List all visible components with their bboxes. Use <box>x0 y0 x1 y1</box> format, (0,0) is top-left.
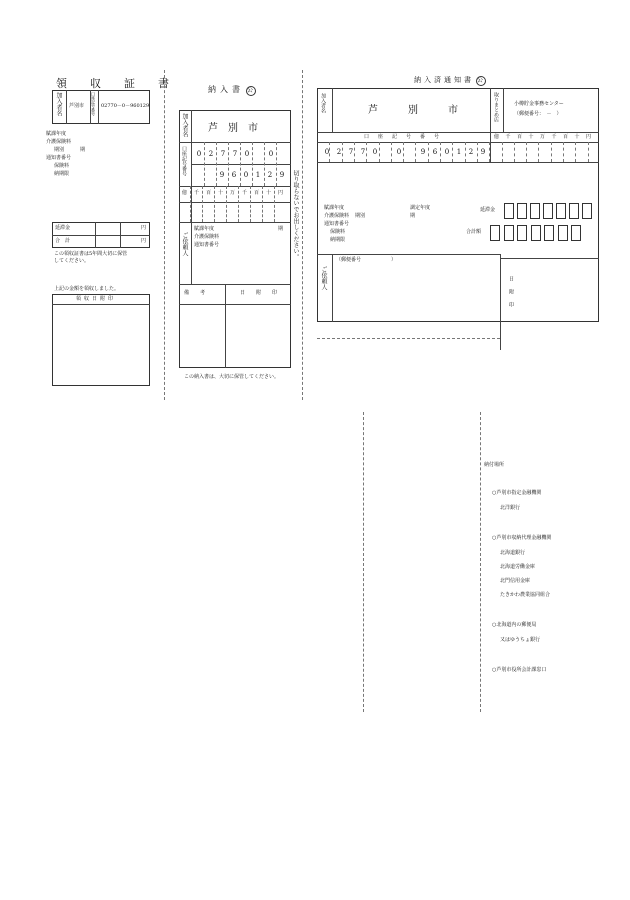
total-label: 合 計 <box>55 238 71 244</box>
amount-box <box>530 203 540 219</box>
notice-payer-value: 芦 別 市 <box>368 105 458 116</box>
amount-unit: 億 <box>494 134 500 140</box>
receipt-item: 通知書番号 <box>46 155 72 161</box>
amount-box <box>556 203 566 219</box>
digit-divider <box>526 142 527 162</box>
digit-divider <box>563 142 564 162</box>
digit-divider <box>514 142 515 162</box>
amount-box <box>517 225 527 241</box>
account-digit: 7 <box>220 150 226 158</box>
amount-box <box>571 225 581 241</box>
digit-divider <box>489 142 490 162</box>
digit-divider <box>190 186 191 222</box>
account-digit: 0 <box>268 150 274 158</box>
amount-unit: 十 <box>574 134 580 140</box>
notice-item: 通知書番号 <box>324 221 350 227</box>
digit-divider <box>452 142 453 162</box>
amount-unit: 千 <box>242 190 248 196</box>
account-digit: 0 <box>372 148 378 156</box>
receipt-item: 介護保険料 <box>46 139 72 145</box>
late-fee-label: 延滞金 <box>55 225 71 231</box>
notice-item: 期 <box>410 213 416 219</box>
place-group-title: ○北海道内の郵便局 <box>492 622 537 628</box>
digit-divider <box>240 142 241 186</box>
account-digit: 6 <box>231 171 237 179</box>
digit-divider <box>551 142 552 162</box>
digit-divider <box>342 142 343 162</box>
amount-unit: 百 <box>517 134 523 140</box>
account-digit: 7 <box>360 148 366 156</box>
place-item: 又はゆうちょ銀行 <box>500 637 541 643</box>
receipt-account-label: 口座記号番号 <box>91 92 96 116</box>
notice-item: 介護保険料 <box>324 213 350 219</box>
receipt-item: 保険料 <box>54 163 70 169</box>
digit-divider <box>329 142 330 162</box>
seal-icon: 公 <box>477 77 487 84</box>
amount-unit: 百 <box>563 134 569 140</box>
digit-divider <box>366 142 367 162</box>
yen-label: 円 <box>141 225 147 231</box>
slip-keep-note: この納入書は、大切に保管してください。 <box>184 374 280 380</box>
digit-divider <box>276 142 277 186</box>
cut-line <box>164 70 165 400</box>
digit-divider <box>250 186 251 222</box>
digit-divider <box>415 142 416 162</box>
digit-divider <box>538 142 539 162</box>
collector-name: 小樽貯金事務センター <box>514 101 564 107</box>
slip-item: 介護保険料 <box>194 234 220 240</box>
amount-label: 億 <box>182 190 188 196</box>
amount-box <box>569 203 579 219</box>
place-item: 北海道銀行 <box>500 550 526 556</box>
amount-unit: 千 <box>194 190 200 196</box>
place-item: 北海道労働金庫 <box>500 564 536 570</box>
notice-item: 調定年度 <box>410 205 431 211</box>
digit-divider <box>354 142 355 162</box>
slip-payer-value: 芦 別 市 <box>208 123 258 134</box>
amount-box <box>558 225 568 241</box>
amount-box <box>504 225 514 241</box>
stamp-label: 領収日附印 <box>76 296 117 302</box>
digit-divider <box>477 142 478 162</box>
slip-item: 通知書番号 <box>194 242 220 248</box>
account-digit: 0 <box>244 150 250 158</box>
amount-box <box>582 203 592 219</box>
amount-box <box>531 225 541 241</box>
place-item: 北洋銀行 <box>500 505 521 511</box>
amount-box <box>544 225 554 241</box>
account-digit: 9 <box>480 148 486 156</box>
receipt-payer-label: 加入者名 <box>55 92 62 116</box>
slip-requester-label: ご依頼人 <box>181 232 188 256</box>
digit-divider <box>274 186 275 222</box>
notice-payer-label: 加入者名 <box>320 93 326 113</box>
digit-divider <box>588 142 589 162</box>
account-digit: 9 <box>279 171 285 179</box>
received-note: 上記の金額を領収しました。 <box>54 286 120 292</box>
amount-box <box>490 225 500 241</box>
digit-divider <box>264 142 265 186</box>
postal-field: （郵便番号 ） <box>336 257 397 263</box>
receipt-stamp-box <box>52 294 150 386</box>
receipt-title: 領 収 証 書 <box>56 77 175 90</box>
cut-line <box>363 412 364 712</box>
account-digit: 0 <box>196 150 202 158</box>
notice-item: 納期限 <box>330 237 346 243</box>
digit-divider <box>575 142 576 162</box>
receipt-account-value: 02770－0－960129 <box>101 103 150 109</box>
amount-box <box>543 203 553 219</box>
account-header: 口 座 記 号 番 号 <box>364 134 442 140</box>
account-digit: 1 <box>255 171 261 179</box>
account-digit: 0 <box>243 171 249 179</box>
slip-account-label: 口座記号番号 <box>181 146 187 176</box>
amount-unit: 万 <box>540 134 546 140</box>
amount-unit: 百 <box>206 190 212 196</box>
yen-label: 円 <box>141 238 147 244</box>
account-digit: 7 <box>348 148 354 156</box>
notice-late-fee-label: 延滞金 <box>480 207 496 213</box>
amount-unit: 円 <box>586 134 592 140</box>
place-item: 北門信用金庫 <box>500 578 531 584</box>
digit-divider <box>252 142 253 186</box>
account-digit: 2 <box>336 148 342 156</box>
notice-item: 賦課年度 <box>324 205 345 211</box>
amount-box <box>517 203 527 219</box>
digit-divider <box>216 142 217 186</box>
slip-title <box>208 86 256 96</box>
digit-divider <box>465 142 466 162</box>
place-group-title: ○芦別市指定金融機関 <box>492 490 542 496</box>
cut-note: 切り取らないでお出しください。 <box>292 170 299 260</box>
remarks-label: 備 考 <box>184 290 209 296</box>
cut-line <box>480 412 481 712</box>
notice-item: 期別 <box>355 213 366 219</box>
place-group-title: ○芦別市収納代理金融機関 <box>492 535 552 541</box>
notice-date-stamp-label: 日附印 <box>508 276 514 315</box>
receipt-item: 賦課年度 <box>46 131 67 137</box>
account-digit: 2 <box>267 171 273 179</box>
account-digit: 9 <box>219 171 225 179</box>
place-group-title: ○芦別市役所会計課窓口 <box>492 667 547 673</box>
digit-divider <box>391 142 392 162</box>
notice-title: 納入済通知書 <box>414 76 474 84</box>
digit-divider <box>379 142 380 162</box>
slip-title-text: 納入書 <box>208 85 244 94</box>
place-item: たきかわ農業協同組合 <box>500 592 551 598</box>
cut-line <box>302 70 303 400</box>
amount-unit: 千 <box>505 134 511 140</box>
account-digit: 2 <box>208 150 214 158</box>
digit-divider <box>428 142 429 162</box>
seal-icon: 公 <box>247 87 258 94</box>
digit-divider <box>226 186 227 222</box>
receipt-item: 期 <box>80 147 86 153</box>
amount-unit: 万 <box>230 190 236 196</box>
cut-line <box>317 338 500 339</box>
digit-divider <box>204 142 205 186</box>
receipt-payer-value: 芦別市 <box>69 103 85 109</box>
date-stamp-label: 日 附 印 <box>240 290 281 296</box>
digit-divider <box>202 186 203 222</box>
digit-divider <box>238 186 239 222</box>
account-digit: 0 <box>444 148 450 156</box>
amount-unit: 円 <box>278 190 284 196</box>
digit-divider <box>214 186 215 222</box>
amount-unit: 百 <box>254 190 260 196</box>
amount-unit: 十 <box>528 134 534 140</box>
amount-unit: 十 <box>266 190 272 196</box>
notice-title-wrap <box>414 76 486 86</box>
notice-item: 保険料 <box>330 229 346 235</box>
account-digit: 0 <box>396 148 402 156</box>
account-digit: 9 <box>420 148 426 156</box>
receipt-item: 期別 <box>54 147 65 153</box>
notice-requester-label: ご依頼人 <box>320 266 327 290</box>
digit-divider <box>262 186 263 222</box>
amount-unit: 十 <box>218 190 224 196</box>
slip-item: 期 <box>278 226 284 232</box>
account-digit: 2 <box>468 148 474 156</box>
keep-note: この領収証書は5年間大切に保管 <box>54 251 128 257</box>
digit-divider <box>502 142 503 162</box>
slip-item: 賦課年度 <box>194 226 215 232</box>
digit-divider <box>403 142 404 162</box>
account-digit: 7 <box>232 150 238 158</box>
slip-payer-label: 加入者名 <box>181 113 188 137</box>
receipt-item: 納期限 <box>54 171 70 177</box>
digit-divider <box>440 142 441 162</box>
digit-divider <box>228 142 229 186</box>
account-digit: 6 <box>432 148 438 156</box>
account-digit: 1 <box>456 148 462 156</box>
collector-label: 取りまとめ店 <box>493 92 499 122</box>
places-heading: 納付場所 <box>484 462 505 468</box>
keep-note: してください。 <box>54 258 90 264</box>
account-digit: 0 <box>324 148 330 156</box>
amount-unit: 千 <box>551 134 557 140</box>
collector-postal: （郵便番号： － ） <box>514 111 562 117</box>
amount-box <box>504 203 514 219</box>
notice-total-label: 合計額 <box>466 229 482 235</box>
